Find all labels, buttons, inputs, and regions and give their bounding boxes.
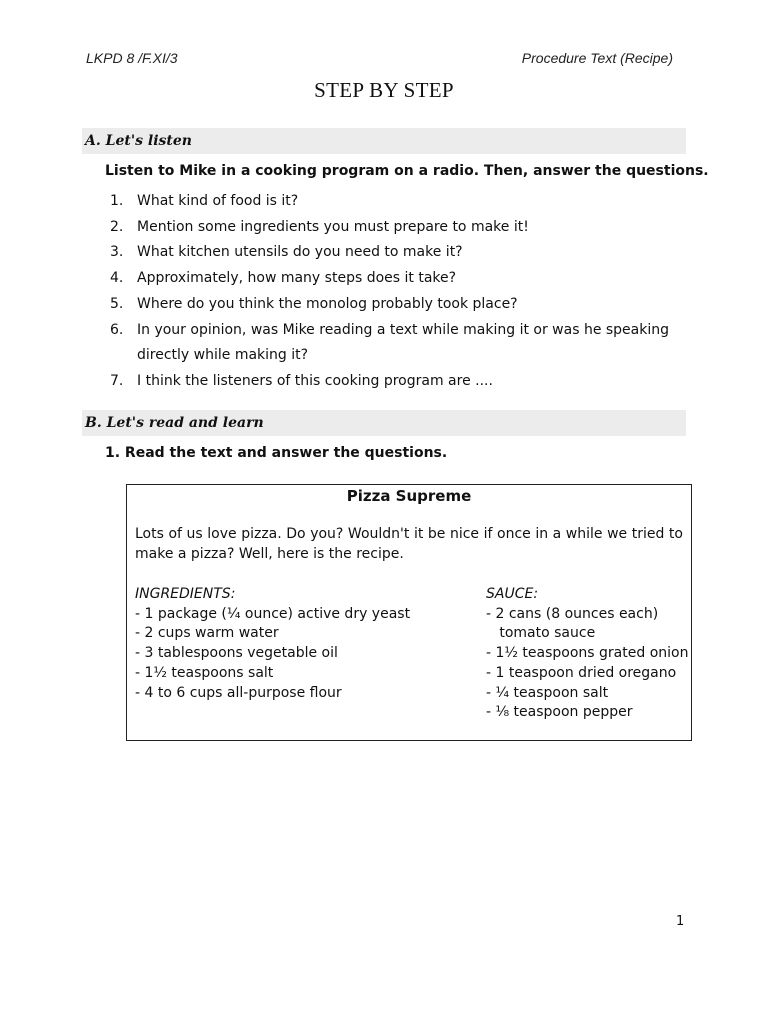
page-number: 1: [676, 914, 685, 929]
question-text: I think the listeners of this cooking program are ....: [137, 372, 493, 389]
section-a-instruction: Listen to Mike in a cooking program on a radio. Then, answer the questions.: [105, 163, 709, 179]
question-item: [110, 189, 690, 215]
recipe-intro: Lots of us love pizza. Do you? Wouldn't it be nice if once in a while we tried to make a pizza? Well, here is the recipe.: [135, 526, 683, 562]
question-list: [110, 189, 690, 395]
sauce-list: [486, 605, 689, 723]
header-left: LKPD 8 /F.XI/3: [86, 50, 178, 66]
ingredient-item: - 4 to 6 cups all-purpose flour: [135, 684, 342, 701]
question-item: [110, 240, 690, 266]
header-right: Procedure Text (Recipe): [521, 50, 673, 66]
question-number: 2.: [110, 218, 124, 235]
ingredient-item: - 1¹⁄₂ teaspoons salt: [135, 664, 274, 681]
section-b-heading: B. Let's read and learn: [82, 410, 686, 436]
question-text: What kind of food is it?: [137, 193, 299, 209]
question-number: 4.: [110, 270, 124, 287]
question-item: [110, 292, 690, 318]
page-title: STEP BY STEP: [314, 78, 454, 102]
question-text: Approximately, how many steps does it take?: [137, 270, 457, 287]
sauce-heading: SAUCE:: [486, 586, 539, 602]
ingredients-column: [135, 585, 480, 703]
question-text: Mention some ingredients you must prepare to make it!: [137, 218, 529, 235]
question-number: 5.: [110, 295, 124, 312]
sauce-item: - 1 teaspoon dried oregano: [486, 664, 677, 681]
question-number: 1.: [110, 193, 124, 209]
question-text: What kitchen utensils do you need to make it?: [137, 244, 463, 261]
ingredients-heading: INGREDIENTS:: [135, 586, 236, 602]
sauce-item: - 1¹⁄₂ teaspoons grated onion: [486, 645, 689, 662]
question-number: 6.: [110, 321, 124, 338]
ingredient-item: - 2 cups warm water: [135, 625, 279, 642]
question-text: In your opinion, was Mike reading a text while making it or was he speaking directly while making it?: [137, 321, 670, 364]
question-text: Where do you think the monolog probably took place?: [137, 295, 518, 312]
ingredient-item: - 3 tablespoons vegetable oil: [135, 645, 338, 662]
ingredient-item: - 1 package (¹⁄₄ ounce) active dry yeast: [135, 605, 411, 622]
question-number: 3.: [110, 244, 124, 261]
question-number: 7.: [110, 372, 124, 389]
sauce-item: - ¹⁄₄ teaspoon salt: [486, 684, 609, 701]
question-item: [110, 369, 690, 395]
recipe-title: Pizza Supreme: [346, 487, 472, 505]
question-item: [110, 215, 690, 241]
sauce-column: [486, 585, 689, 723]
question-item: [110, 266, 690, 292]
recipe-box: [126, 484, 692, 741]
sauce-item: - 2 cans (8 ounces each): [486, 605, 659, 622]
sauce-item: - ¹⁄₈ teaspoon pepper: [486, 704, 633, 721]
section-a-heading: A. Let's listen: [82, 128, 686, 154]
question-item: [110, 318, 690, 369]
section-b-instruction: 1. Read the text and answer the questions.: [105, 445, 448, 461]
ingredients-list: [135, 605, 480, 704]
sauce-item: tomato sauce: [486, 625, 596, 642]
